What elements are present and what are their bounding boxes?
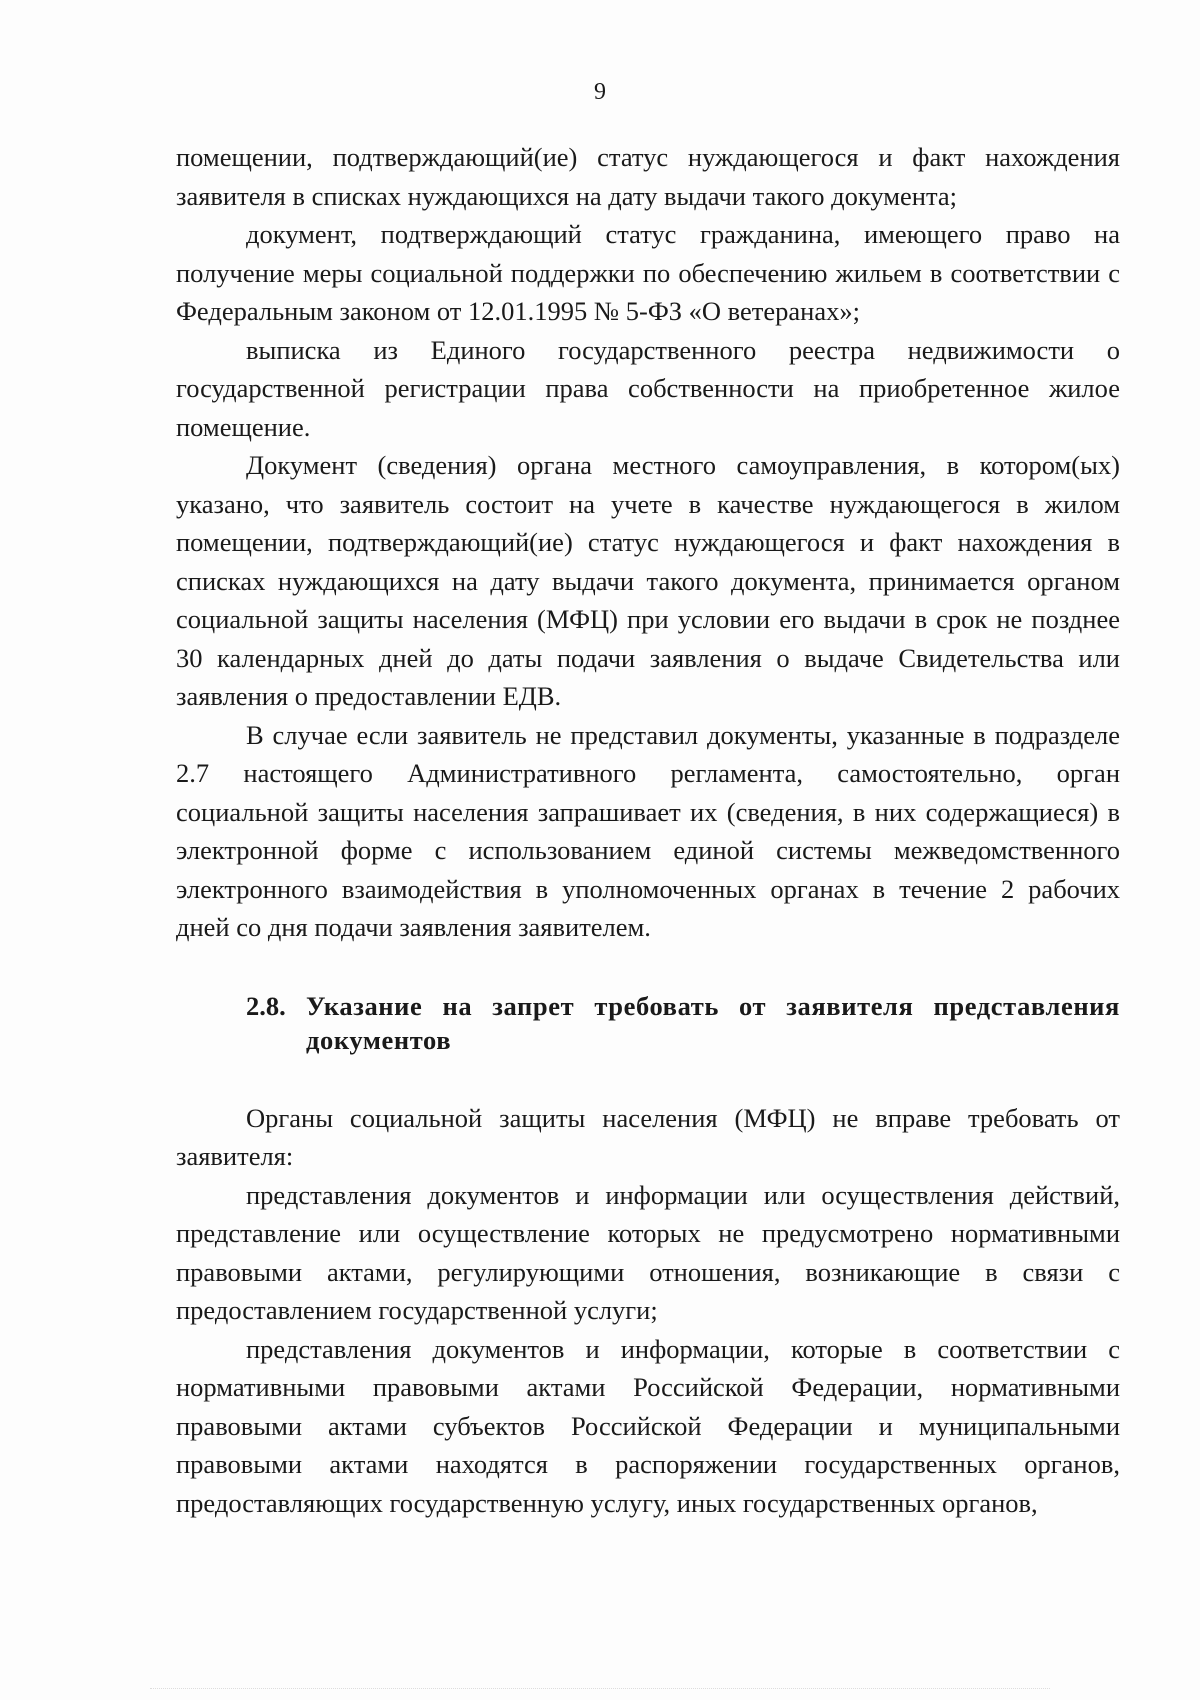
document-body — [176, 138, 1120, 1522]
paragraph-registry-extract: выписка из Единого государственного реестра недвижимости о государственной регистрации права собственности на приобретенное жилое помещение. — [176, 334, 1120, 442]
scan-edge-artifact — [150, 1688, 1050, 1693]
page-number: 9 — [594, 79, 606, 105]
section-heading — [176, 989, 1120, 1057]
paragraph-prohibition-item-2: представления документов и информации, которые в соответствии с нормативными правовыми актами Российской Федерации, нормативными правовыми актами субъектов Российской Федерации и муниципальными правовыми актами находятся в распоряжении государственных органов, предоставляющих государственную услугу, иных государственных органов, — [176, 1333, 1120, 1518]
paragraph-interagency-request: В случае если заявитель не представил документы, указанные в подразделе 2.7 настоящего Административного регламента, самостоятельно, орган социальной защиты населения запрашивает их (сведения, в них содержащиеся) в электронной форме с использованием единой системы межведомственного электронного взаимодействия в уполномоченных органах в течение 2 рабочих дней со дня подачи заявления заявителем. — [176, 719, 1120, 942]
section-title: Указание на запрет требовать от заявителя представления документов — [306, 990, 1120, 1055]
paragraph-prohibition-intro: Органы социальной защиты населения (МФЦ) не вправе требовать от заявителя: — [176, 1102, 1120, 1171]
paragraph-continuation: помещении, подтверждающий(ие) статус нуждающегося и факт нахождения заявителя в списках нуждающихся на дату выдачи такого документа; — [176, 142, 1120, 211]
section-number: 2.8. — [246, 990, 286, 1021]
paragraph-prohibition-item-1: представления документов и информации или осуществления действий, представление или осуществление которых не предусмотрено нормативными правовыми актами, регулирующими отношения, возникающие в связи с предоставлением государственной услуги; — [176, 1179, 1120, 1325]
paragraph-veteran-status-document: документ, подтверждающий статус гражданина, имеющего право на получение меры социальной поддержки по обеспечению жильем в соответствии с Федеральным законом от 12.01.1995 № 5-ФЗ «О ветеранах»; — [176, 219, 1120, 326]
paragraph-local-authority-document: Документ (сведения) органа местного самоуправления, в котором(ых) указано, что заявитель состоит на учете в качестве нуждающегося в жилом помещении, подтверждающий(ие) статус нуждающегося и факт нахождения в списках нуждающихся на дату выдачи такого документа, принимается органом социальной защиты населения (МФЦ) при условии его выдачи в срок не позднее 30 календарных дней до даты подачи заявления о выдаче Свидетельства или заявления о предоставлении ЕДВ. — [176, 450, 1120, 711]
